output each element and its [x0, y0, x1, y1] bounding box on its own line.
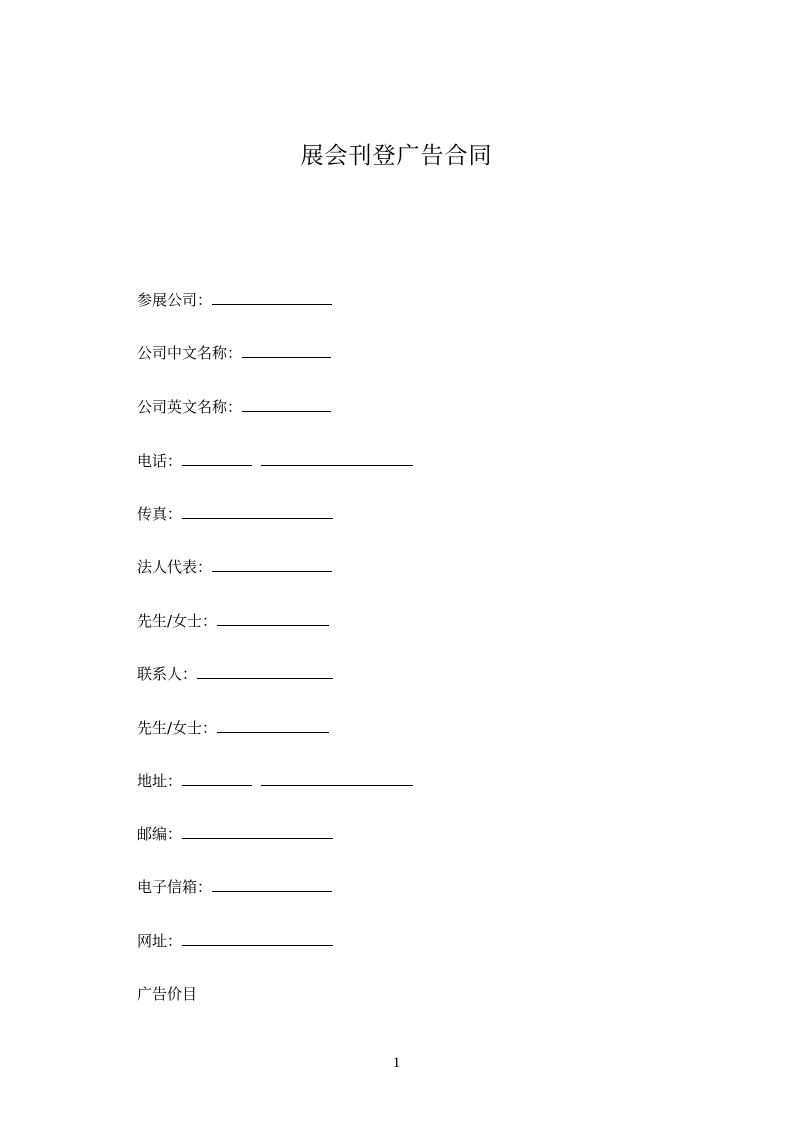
field-website [137, 930, 333, 952]
field-legal-representative [137, 556, 332, 578]
field-label: 邮编： [137, 825, 183, 843]
field-label: 地址： [137, 772, 183, 790]
fill-blank[interactable] [212, 556, 332, 572]
field-label: 电子信箱： [137, 878, 213, 896]
field-fax [137, 503, 333, 525]
field-email [137, 876, 332, 898]
field-label: 电话： [137, 452, 183, 470]
field-label: 联系人： [137, 665, 198, 683]
fill-blank-part1[interactable] [182, 770, 252, 786]
fill-blank[interactable] [212, 876, 332, 892]
field-contact-person [137, 663, 333, 685]
field-label: 先生/女士： [137, 612, 218, 630]
field-address [137, 770, 413, 792]
fill-blank[interactable] [197, 663, 333, 679]
fill-blank-number[interactable] [261, 450, 413, 466]
field-label: 先生/女士： [137, 719, 218, 737]
fill-blank[interactable] [182, 823, 333, 839]
field-contact-title [137, 717, 329, 739]
fill-blank[interactable] [217, 717, 329, 733]
field-phone [137, 450, 413, 472]
fill-blank[interactable] [242, 342, 331, 358]
field-postcode [137, 823, 333, 845]
field-exhibitor-company [137, 289, 332, 311]
field-company-english-name [137, 396, 331, 418]
field-label: 法人代表： [137, 558, 213, 576]
page-number: 1 [392, 1055, 401, 1071]
fill-blank-part2[interactable] [261, 770, 413, 786]
document-title: 展会刊登广告合同 [300, 143, 493, 169]
fill-blank[interactable] [242, 396, 331, 412]
fill-blank[interactable] [182, 930, 333, 946]
fill-blank-area-code[interactable] [182, 450, 252, 466]
field-label: 公司中文名称： [137, 344, 243, 362]
section-heading-ad-prices: 广告价目 [137, 985, 198, 1003]
fill-blank[interactable] [182, 503, 333, 519]
fill-blank[interactable] [217, 610, 329, 626]
field-label: 参展公司： [137, 291, 213, 309]
field-label: 网址： [137, 932, 183, 950]
fill-blank[interactable] [212, 289, 332, 305]
field-company-chinese-name [137, 342, 331, 364]
field-label: 公司英文名称： [137, 398, 243, 416]
field-label: 传真： [137, 505, 183, 523]
field-representative-title [137, 610, 329, 632]
